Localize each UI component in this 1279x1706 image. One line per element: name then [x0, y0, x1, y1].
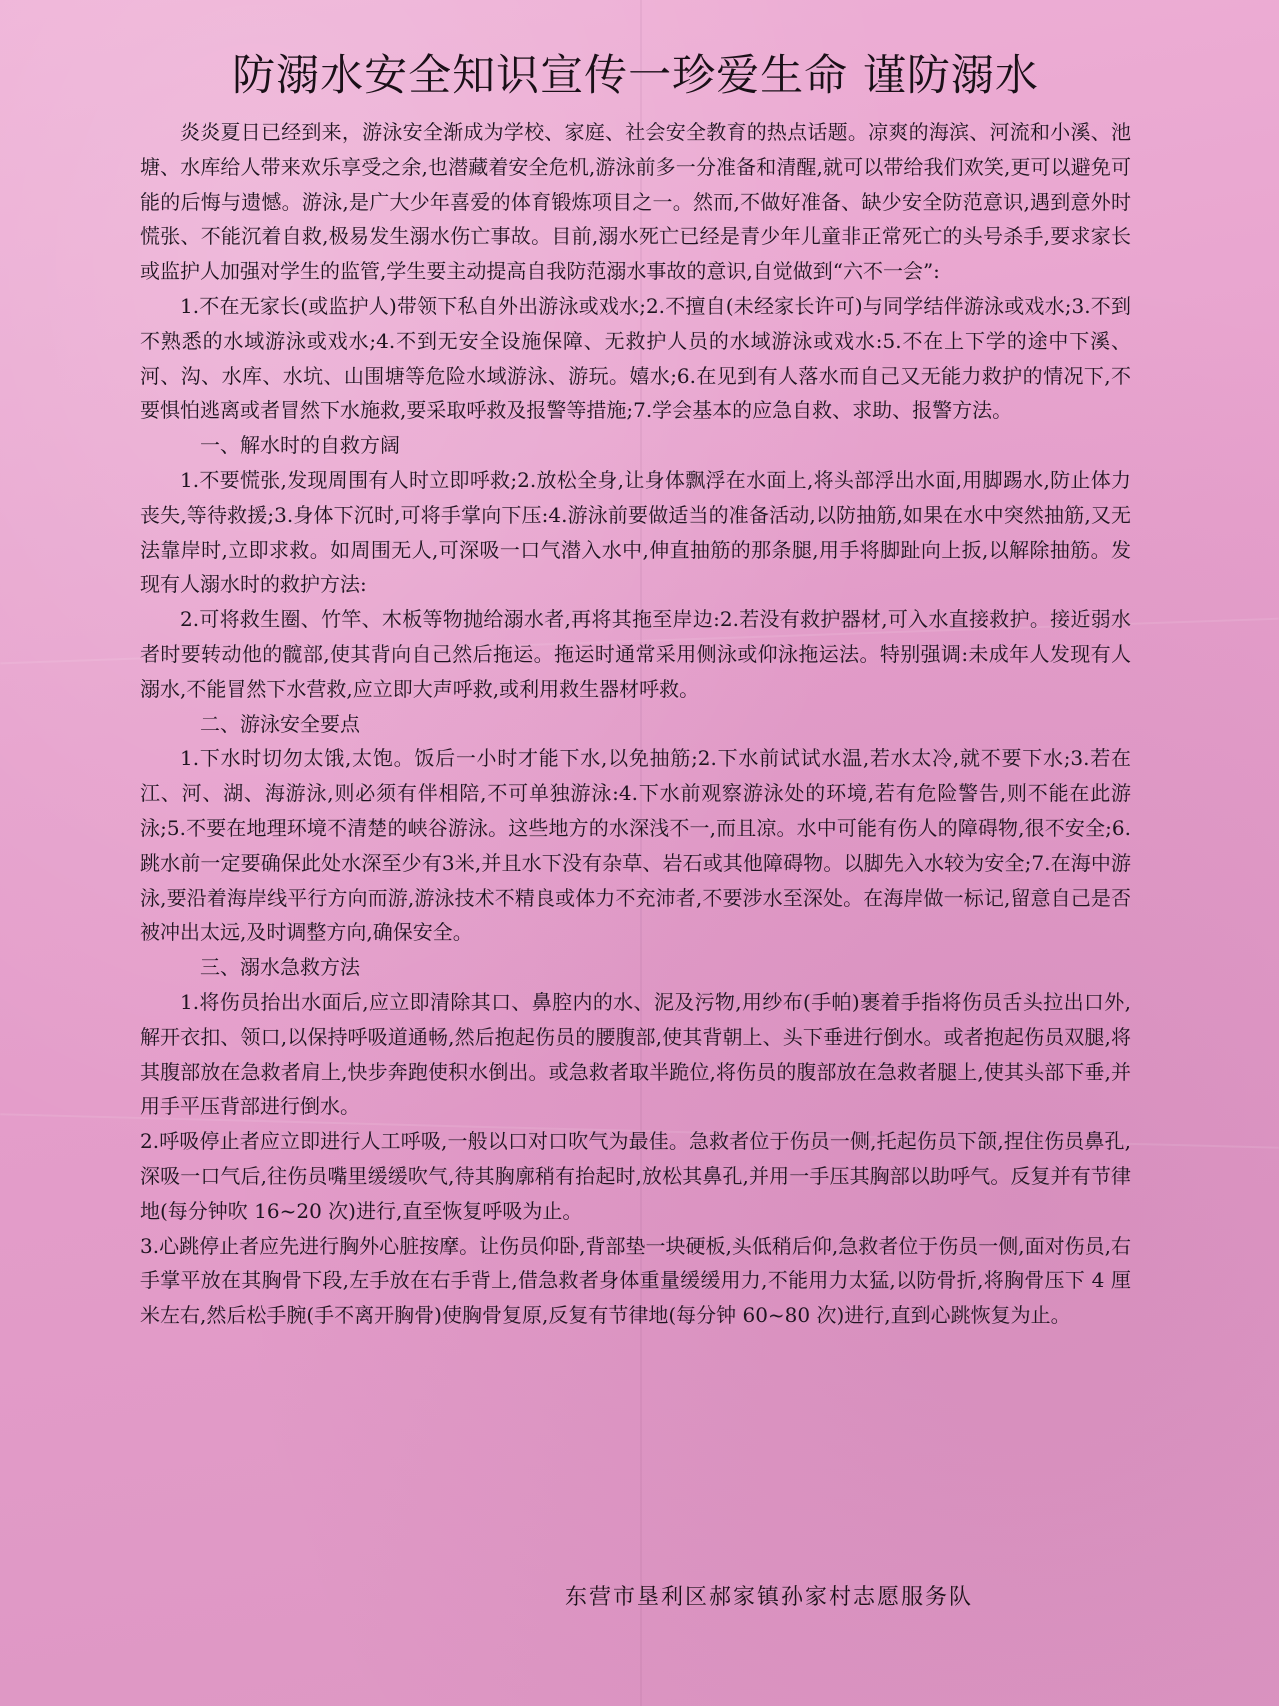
self-rescue-paragraph: 1.不要慌张,发现周围有人时立即呼救;2.放松全身,让身体飘浮在水面上,将头部浮出水面,用脚踢水,防止体力丧失,等待救援;3.身体下沉时,可将手掌向下压:4.游泳前要做适当的准备活动,以防抽筋,如果在水中突然抽筋,又无法靠岸时,立即求救。如周围无人,可深吸一口气潜入水中,伸直抽筋的那条腿,用手将脚趾向上扳,以解除抽筋。发现有人溺水时的救护方法: [140, 467, 1131, 597]
rescue-method-paragraph: 2.可将救生圈、竹竿、木板等物抛给溺水者,再将其拖至岸边:2.若没有救护器材,可入水直接救护。接近弱水者时要转动他的髋部,使其背向自己然后拖运。拖运时通常采用侧泳或仰泳拖运法。特别强调:未成年人发现有人溺水,不能冒然下水营救,应立即大声呼救,或利用救生器材呼救。 [140, 607, 1131, 701]
first-aid-paragraph-3: 3.心跳停止者应先进行胸外心脏按摩。让伤员仰卧,背部垫一块硬板,头低稍后仰,急救者位于伤员一侧,面对伤员,右手掌平放在其胸骨下段,左手放在右手背上,借急救者身体重量缓缓用力,不能用力太猛,以防骨折,将胸骨压下 4 厘米左右,然后松手腕(手不离开胸骨)使胸骨复原,反复有节律地(每分钟 60~80 次)进行,直到心跳恢复为止。 [140, 1233, 1131, 1328]
organization-signature: 东营市垦利区郝家镇孙家村志愿服务队 [565, 1585, 974, 1610]
section-heading-swim-safety: 二、游泳安全要点 [200, 711, 360, 736]
rules-paragraph: 1.不在无家长(或监护人)带领下私自外出游泳或戏水;2.不擅自(未经家长许可)与同学结伴游泳或戏水;3.不到不熟悉的水域游泳或戏水;4.不到无安全设施保障、无救护人员的水域游泳或戏水:5.不在上下学的途中下溪、河、沟、水库、水坑、山围塘等危险水域游泳、游玩。嬉水;6.在见到有人落水而自己又无能力救护的情况下,不要惧怕逃离或者冒然下水施救,要采取呼救及报警等措施;7.学会基本的应急自救、求助、报警方法。 [140, 293, 1131, 423]
intro-paragraph: 炎炎夏日已经到来，游泳安全渐成为学校、家庭、社会安全教育的热点话题。凉爽的海滨、河流和小溪、池塘、水库给人带来欢乐享受之余,也潜藏着安全危机,游泳前多一分准备和清醒,就可以带给我们欢笑,更可以避免可能的后悔与遗憾。游泳,是广大少年喜爱的体育锻炼项目之一。然而,不做好准备、缺少安全防范意识,遇到意外时慌张、不能沉着自救,极易发生溺水伤亡事故。目前,溺水死亡已经是青少年儿童非正常死亡的头号杀手,要求家长或监护人加强对学生的监管,学生要主动提高自我防范溺水事故的意识,自觉做到“六不一会”: [140, 120, 1131, 284]
swim-safety-paragraph: 1.下水时切勿太饿,太饱。饭后一小时才能下水,以免抽筋;2.下水前试试水温,若水太冷,就不要下水;3.若在江、河、湖、海游泳,则必须有伴相陪,不可单独游泳:4.下水前观察游泳处的环境,若有危险警告,则不能在此游泳;5.不要在地理环境不清楚的峡谷游泳。这些地方的水深浅不一,而且凉。水中可能有伤人的障碍物,很不安全;6.跳水前一定要确保此处水深至少有3米,并且水下没有杂草、岩石或其他障碍物。以脚先入水较为安全;7.在海中游泳,要沿着海岸线平行方向而游,游泳技术不精良或体力不充沛者,不要涉水至深处。在海岸做一标记,留意自己是否被冲出太远,及时调整方向,确保安全。 [140, 746, 1131, 945]
section-heading-first-aid: 三、溺水急救方法 [200, 955, 360, 980]
first-aid-paragraph-1: 1.将伤员抬出水面后,应立即清除其口、鼻腔内的水、泥及污物,用纱布(手帕)裹着手指将伤员舌头拉出口外,解开衣扣、领口,以保持呼吸道通畅,然后抱起伤员的腰腹部,使其背朝上、头下垂进行倒水。或者抱起伤员双腿,将其腹部放在急救者肩上,快步奔跑使积水倒出。或急救者取半跪位,将伤员的腹部放在急救者腿上,使其头部下垂,并用手平压背部进行倒水。 [140, 989, 1131, 1119]
document-title: 防溺水安全知识宣传一珍爱生命 谨防溺水 [232, 51, 1039, 101]
section-heading-self-rescue: 一、解水时的自救方阔 [200, 433, 400, 458]
first-aid-paragraph-2: 2.呼吸停止者应立即进行人工呼吸,一般以口对口吹气为最佳。急救者位于伤员一侧,托起伤员下颌,捏住伤员鼻孔,深吸一口气后,往伤员嘴里缓缓吹气,待其胸廓稍有抬起时,放松其鼻孔,并用一手压其胸部以助呼气。反复并有节律地(每分钟吹 16~20 次)进行,直至恢复呼吸为止。 [140, 1129, 1131, 1223]
